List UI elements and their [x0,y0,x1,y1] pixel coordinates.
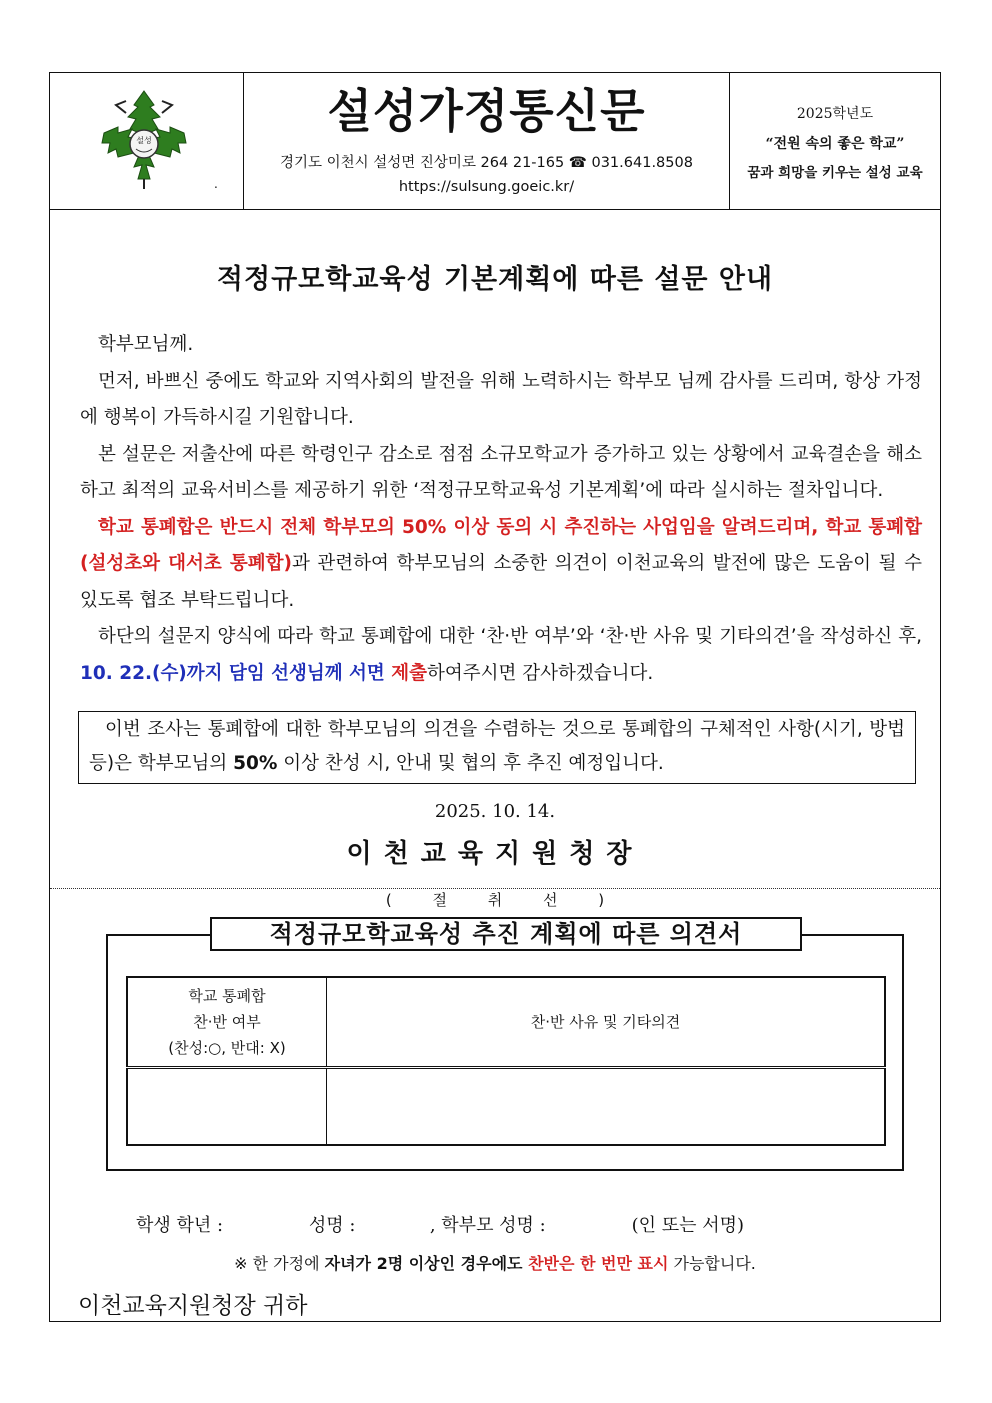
logo-text: 설성 [136,136,152,145]
header-dot: . [214,177,218,191]
student-name-label: 성명 : [308,1215,356,1236]
stamp-label: (인 또는 서명) [631,1215,745,1236]
signature-line [136,1211,744,1237]
paragraph-purpose: 본 설문은 저출산에 따른 학령인구 감소로 점점 소규모학교가 증가하고 있는 상황에서 교육결손을 해소하고 최적의 교육서비스를 제공하기 위한 ‘적정규모학교육성 기본계획’에 따라 실시하는 절차입니다. [80,443,922,501]
merger-target: 학교 통폐합(설성초와 대서초 통폐합) [80,516,923,574]
submission-thanks: 하여주시면 감사하겠습니다. [427,662,654,684]
vote-header-line3: (찬성:○, 반대: X) [168,1039,286,1057]
footnote-b: 가능합니다. [668,1254,756,1273]
info-text-a: 이번 조사는 통폐합에 대한 학부모님의 의견을 수렴하는 것으로 통폐합의 구체적인 사항(시기, 방법 등)은 학부모님의 [89,719,905,774]
issuer-name: 이천교육지원청장 [346,839,644,869]
consent-rest: 과 관련하여 학부모님의 소중한 의견이 이천교육의 발전에 많은 도움이 될 수 있도록 협조 부탁드립니다. [80,553,922,611]
cut-line-label: ( 절 취 선 ) [385,891,605,909]
parent-name-label: , 학부모 성명 : [429,1215,546,1236]
school-year: 2025학년도 [796,106,874,122]
school-logo-cell [50,73,244,209]
issue-date: 2025. 10. 14. [434,801,556,822]
newsletter-header [50,73,940,210]
info-threshold: 50% [233,753,278,774]
school-emblem-icon [96,87,192,191]
footnote-red: 찬반은 한 번만 표시 [528,1254,669,1273]
salutation: 학부모님께. [98,334,194,355]
vote-header-line2: 찬·반 여부 [193,1013,261,1031]
school-url[interactable]: https://sulsung.goeic.kr/ [398,179,575,195]
reason-entry-cell[interactable] [327,1068,886,1146]
footnote-bold: 자녀가 2명 이상인 경우에도 [324,1254,529,1273]
paragraph-submission [80,619,922,692]
submission-instructions: 하단의 설문지 양식에 따라 학교 통폐합에 대한 ‘찬·반 여부’와 ‘찬·반 사유 및 기타의견’을 작성하신 후, [98,626,922,647]
reason-column-header: 찬·반 사유 및 기타의견 [327,977,886,1068]
notice-title: 적정규모학교육성 기본계획에 따른 설문 안내 [216,264,774,295]
newsletter-title: 설성가정통신문 [327,84,646,138]
submission-word: 제출 [391,662,427,684]
opinion-form-title: 적정규모학교육성 추진 계획에 따른 의견서 [210,917,802,951]
info-text-b: 이상 찬성 시, 안내 및 협의 후 추진 예정입니다. [277,753,664,774]
consent-notice: 학교 통폐합은 반드시 전체 학부모의 50% 이상 동의 시 추진하는 사업임을 알려드리며 [98,516,812,538]
opinion-table [126,976,886,1146]
paragraph-consent [80,510,922,620]
footnote-a: ※ 한 가정에 [234,1254,325,1273]
recipient: 이천교육지원청장 귀하 [78,1293,308,1319]
school-slogan: 꿈과 희망을 키우는 설성 교육 [747,165,923,181]
consent-comma: , [811,516,826,538]
opinion-table-entry-row [127,1068,885,1146]
grade-label: 학생 학년 : [136,1215,224,1236]
vote-header-line1: 학교 통폐합 [188,987,266,1005]
header-center [244,73,730,209]
newsletter-page [49,72,941,1322]
vote-entry-cell[interactable] [127,1068,327,1146]
school-address: 경기도 이천시 설성면 진상미로 264 21-165 ☎ 031.641.8508 [280,155,693,171]
opinion-table-header [127,977,885,1068]
footnote [50,1251,940,1274]
info-box [78,711,916,784]
header-right [730,73,940,209]
school-motto: “전원 속의 좋은 학교” [765,136,905,152]
submission-deadline: 10. 22.(수)까지 담임 선생님께 서면 [80,662,392,684]
vote-column-header [127,977,327,1068]
paragraph-greeting: 먼저, 바쁘신 중에도 학교와 지역사회의 발전을 위해 노력하시는 학부모 님께 감사를 드리며, 항상 가정에 행복이 가득하시길 기원합니다. [80,370,922,428]
notice-body [80,327,922,692]
